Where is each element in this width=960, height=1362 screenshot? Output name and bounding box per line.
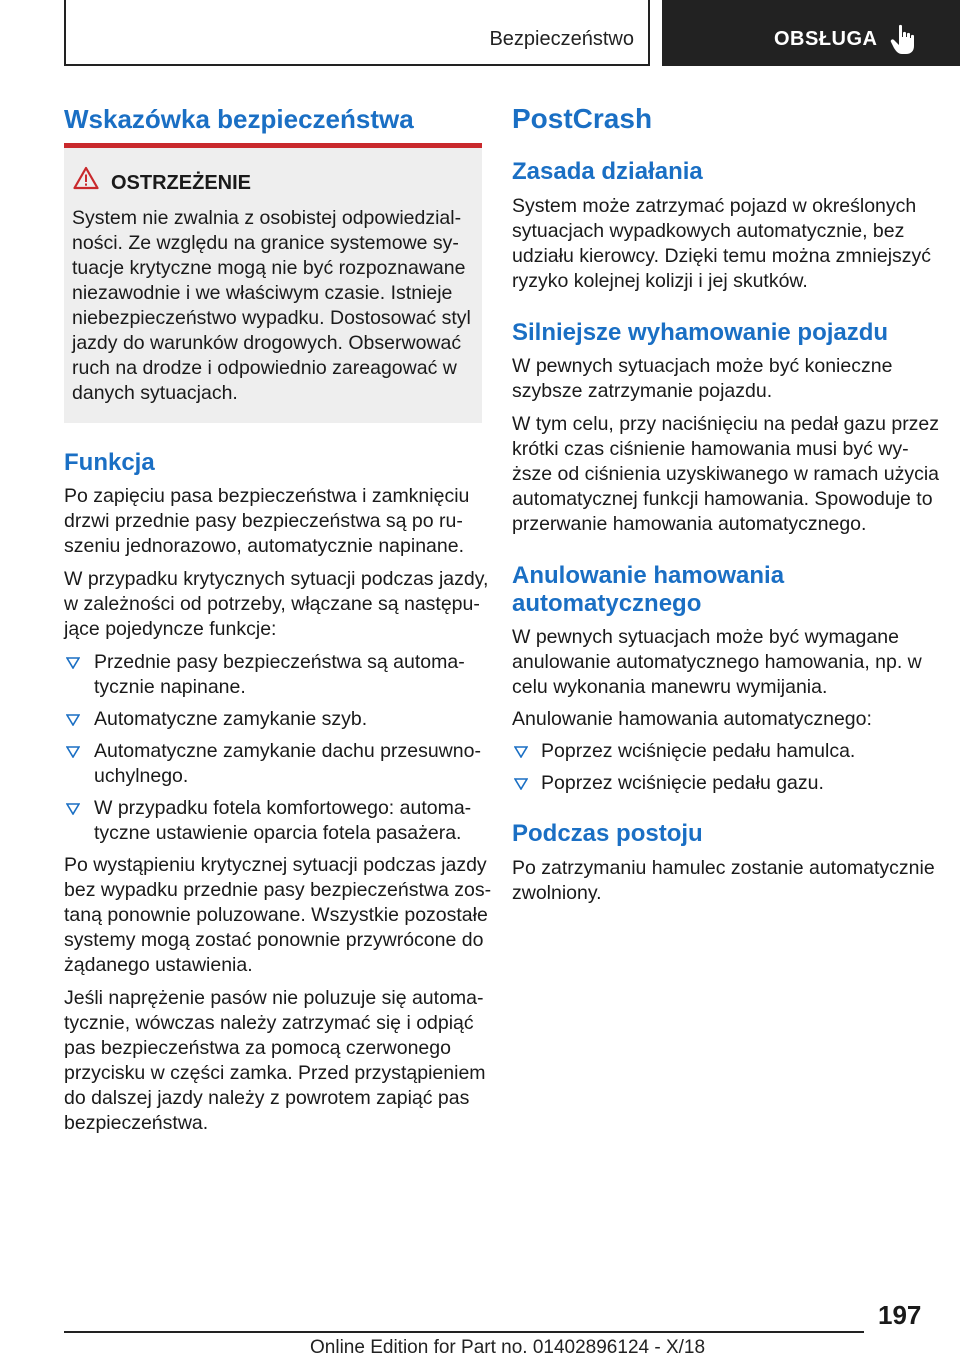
footer-edition: Online Edition for Part no. 01402896124 - X/18	[310, 1337, 706, 1358]
text-line: ryzyko kolejnej kolizji i jej skutków.	[512, 270, 808, 292]
text-line: systemy mogą zostać ponownie przywrócone do	[64, 929, 484, 951]
triangle-bullet-icon	[66, 803, 80, 815]
list-item: Poprzez wciśnięcie pedału hamulca.	[541, 740, 856, 762]
text-line: sytuacjach wypadkowych automatycznie, bez	[512, 220, 905, 242]
text-line: niebezpieczeństwo wypadku. Dostosować styl	[72, 307, 471, 329]
text-line: Automatyczne zamykanie dachu przesuwno-	[94, 740, 481, 762]
text-line: Automatyczne zamykanie szyb.	[94, 708, 368, 730]
text-line: pas bezpieczeństwa za pomocą czerwonego	[64, 1037, 451, 1059]
text-line: jazdy do warunków drogowych. Obserwować	[72, 332, 462, 354]
title-line: automatycznego	[512, 590, 702, 617]
text-line: żądanego ustawienia.	[64, 954, 253, 976]
text-line: przycisku w części zamka. Przed przystąpieniem	[64, 1062, 486, 1084]
standstill-title: Podczas postoju	[512, 820, 703, 847]
text-line: ższe od ciśnienia uzyskiwanego w ramach użycia	[512, 463, 940, 485]
text-line: anulowanie automatycznego hamowania, np. w	[512, 651, 922, 673]
text-line: przerwanie hamowania automatycznego.	[512, 513, 867, 535]
text-line: tycznie, wówczas należy zatrzymać się i odpiąć	[64, 1012, 474, 1034]
text-line: W przypadku fotela komfortowego: automa-	[94, 797, 472, 819]
text-line: Po wystąpieniu krytycznej sytuacji podczas jazdy	[64, 854, 487, 876]
list-item: Poprzez wciśnięcie pedału gazu.	[541, 772, 824, 794]
warning-text	[72, 206, 471, 406]
list-item	[94, 707, 367, 732]
function-paragraph-2	[64, 567, 488, 642]
header-chapter-tab	[662, 0, 960, 66]
text-line: jące pojedyncze funkcje:	[64, 618, 277, 640]
function-paragraph-1	[64, 484, 469, 559]
stronger-braking-paragraph-1	[512, 354, 892, 404]
text-line: tycznie napinane.	[94, 676, 246, 698]
text-line: do dalszej jazdy należy z powrotem zapiąć pas	[64, 1087, 470, 1109]
principle-title: Zasada działania	[512, 158, 703, 185]
triangle-bullet-icon	[66, 714, 80, 726]
warning-label: OSTRZEŻENIE	[111, 172, 252, 194]
text-line: szybsze zatrzymanie pojazdu.	[512, 380, 773, 402]
text-line: uchylnego.	[94, 765, 189, 787]
text-line: automatycznej funkcji hamowania. Spowoduje to	[512, 488, 933, 510]
text-line: Przednie pasy bezpieczeństwa są automa-	[94, 651, 465, 673]
text-line: W przypadku krytycznych sytuacji podczas jazdy,	[64, 568, 489, 590]
standstill-paragraph	[512, 856, 935, 906]
cancel-braking-paragraph-1	[512, 625, 922, 700]
text-line: celu wykonania manewru wymijania.	[512, 676, 828, 698]
page-header	[0, 0, 960, 66]
text-line: W pewnych sytuacjach może być wymagane	[512, 626, 899, 648]
list-item	[94, 796, 471, 846]
principle-paragraph	[512, 194, 931, 294]
safety-notice-title: Wskazówka bezpieczeństwa	[64, 104, 414, 134]
triangle-bullet-icon	[66, 746, 80, 758]
warning-triangle-icon	[73, 166, 99, 190]
text-line: taną ponownie poluzowane. Wszystkie pozostałe	[64, 904, 488, 926]
text-line: zwolniony.	[512, 882, 602, 904]
text-line: System może zatrzymać pojazd w określonych	[512, 195, 917, 217]
triangle-bullet-icon	[66, 657, 80, 669]
cancel-braking-title	[512, 562, 784, 618]
text-line: w zależności od potrzeby, włączane są następu-	[64, 593, 480, 615]
header-chapter-title: OBSŁUGA	[774, 28, 878, 50]
text-line: bez wypadku przednie pasy bezpieczeństwa zos-	[64, 879, 492, 901]
text-line: krótki czas ciśnienie hamowania musi być wy-	[512, 438, 909, 460]
stronger-braking-title: Silniejsze wyhamowanie pojazdu	[512, 319, 889, 346]
footer-divider	[64, 1331, 864, 1333]
text-line: W tym celu, przy naciśnięciu na pedał gazu przez	[512, 413, 940, 435]
text-line: Po zatrzymaniu hamulec zostanie automatycznie	[512, 857, 935, 879]
text-line: szeniu jednorazowo, automatycznie napinane.	[64, 535, 465, 557]
pointing-hand-icon	[890, 24, 918, 56]
text-line: bezpieczeństwa.	[64, 1112, 209, 1134]
function-paragraph-3	[64, 853, 491, 978]
triangle-bullet-icon	[514, 746, 528, 758]
stronger-braking-paragraph-2	[512, 412, 939, 537]
header-section-box	[64, 0, 650, 66]
text-line: ruch na drodze i odpowiednio zareagować w	[72, 357, 457, 379]
text-line: udziału kierowcy. Dzięki temu można zmniejszyć	[512, 245, 932, 267]
text-line: danych sytuacjach.	[72, 382, 238, 404]
postcrash-title: PostCrash	[512, 103, 653, 134]
triangle-bullet-icon	[514, 778, 528, 790]
header-section-title: Bezpieczeństwo	[489, 28, 634, 50]
text-line: niezawodnie i we właściwym czasie. Istnieje	[72, 282, 453, 304]
title-line: Anulowanie hamowania	[512, 562, 785, 589]
text-line: ności. Ze względu na granice systemowe sy-	[72, 232, 459, 254]
text-line: Po zapięciu pasa bezpieczeństwa i zamknięciu	[64, 485, 470, 507]
text-line: tuacje krytyczne mogą nie być rozpoznawane	[72, 257, 466, 279]
text-line: Jeśli naprężenie pasów nie poluzuje się automa-	[64, 987, 484, 1009]
page-number: 197	[878, 1300, 922, 1330]
list-item	[94, 739, 481, 789]
text-line: System nie zwalnia z osobistej odpowiedzial-	[72, 207, 462, 229]
function-title: Funkcja	[64, 449, 155, 476]
cancel-braking-paragraph-2: Anulowanie hamowania automatycznego:	[512, 708, 872, 730]
function-paragraph-4	[64, 986, 486, 1136]
list-item	[94, 650, 465, 700]
text-line: drzwi przednie pasy bezpieczeństwa są po ru-	[64, 510, 463, 532]
text-line: tyczne ustawienie oparcia fotela pasażera.	[94, 822, 462, 844]
text-line: W pewnych sytuacjach może być konieczne	[512, 355, 893, 377]
